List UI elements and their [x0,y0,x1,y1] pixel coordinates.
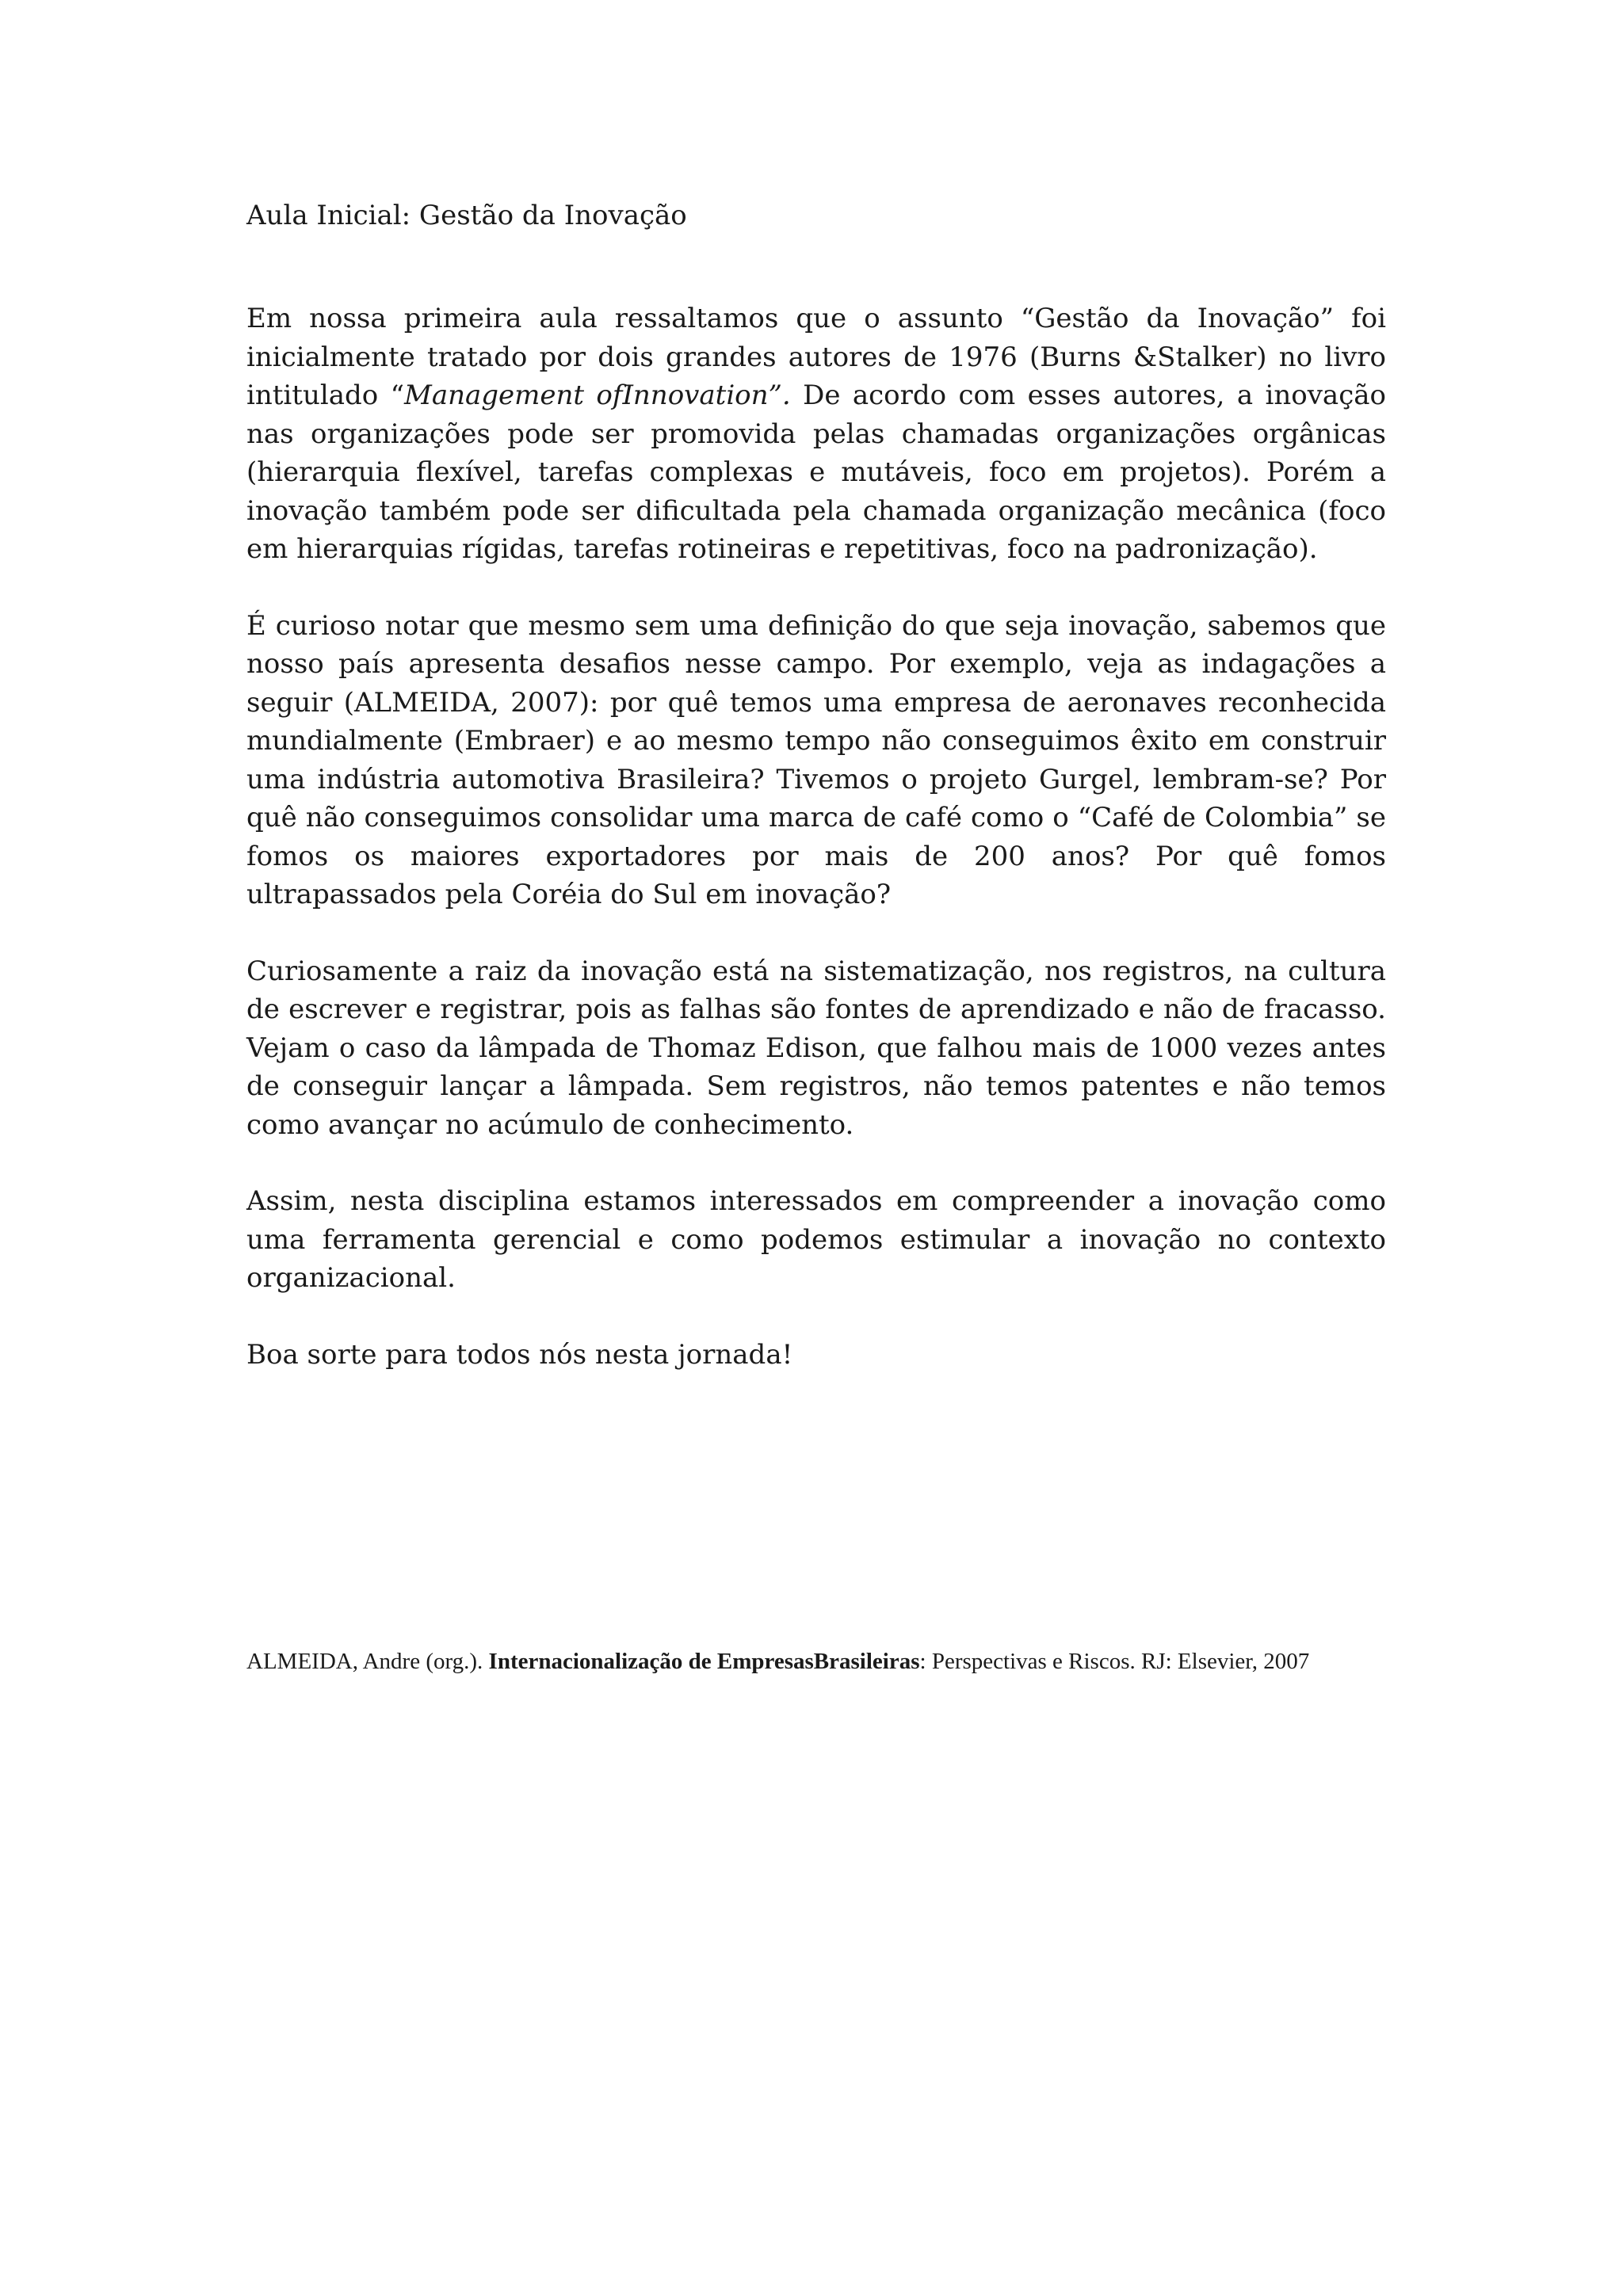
book-title-italic: Management ofInnovation”. [404,379,791,411]
reference-publisher: : Perspectivas e Riscos. RJ: Elsevier, 2007 [919,1649,1310,1674]
paragraph-intro-text-end: De acordo com esses autores, a inovação nas organizações pode ser promovida pelas chamadas organizações orgânicas (hierarquia flexível, tarefas complexas e mutáveis, foco em projetos). Porém a inovação também pode ser dificultada pela chamada organização mecânica (foco em hierarquias rígidas, tarefas rotineiras e repetitivas, foco na padronização). [246,379,1386,565]
document-title: Aula Inicial: Gestão da Inovação [246,200,687,231]
bibliographic-reference [246,1648,1386,1675]
reference-book-title: Internacionalização de EmpresasBrasileiras [488,1649,920,1674]
paragraph-intro [246,299,1386,569]
paragraph-challenges: É curioso notar que mesmo sem uma definição do que seja inovação, sabemos que nosso país apresenta desafios nesse campo. Por exemplo, veja as indagações a seguir (ALMEIDA, 2007): por quê temos uma empresa de aeronaves reconhecida mundialmente (Embraer) e ao mesmo tempo não conseguimos êxito em construir uma indústria automotiva Brasileira? Tivemos o projeto Gurgel, lembram-se? Por quê não conseguimos consolidar uma marca de café como o “Café de Colombia” se fomos os maiores exportadores por mais de 200 anos? Por quê fomos ultrapassados pela Coréia do Sul em inovação? [246,609,1386,910]
paragraph-intro-text-start: Em nossa primeira aula ressaltamos que o assunto “Gestão da Inovação” foi inicialmente tratado por dois grandes autores de 1976 (Burns &Stalker) no livro intitulado “ [246,303,1386,411]
paragraph-discipline-goal: Assim, nesta disciplina estamos interessados em compreender a inovação como uma ferramenta gerencial e como podemos estimular a inovação no contexto organizacional. [246,1185,1386,1294]
paragraph-systematization: Curiosamente a raiz da inovação está na sistematização, nos registros, na cultura de escrever e registrar, pois as falhas são fontes de aprendizado e não de fracasso. Vejam o caso da lâmpada de Thomaz Edison, que falhou mais de 1000 vezes antes de conseguir lançar a lâmpada. Sem registros, não temos patentes e não temos como avançar no acúmulo de conhecimento. [246,955,1386,1141]
document-page [246,196,1386,1374]
reference-author: ALMEIDA, Andre (org.). [246,1649,489,1674]
paragraph-closing: Boa sorte para todos nós nesta jornada! [246,1338,793,1371]
